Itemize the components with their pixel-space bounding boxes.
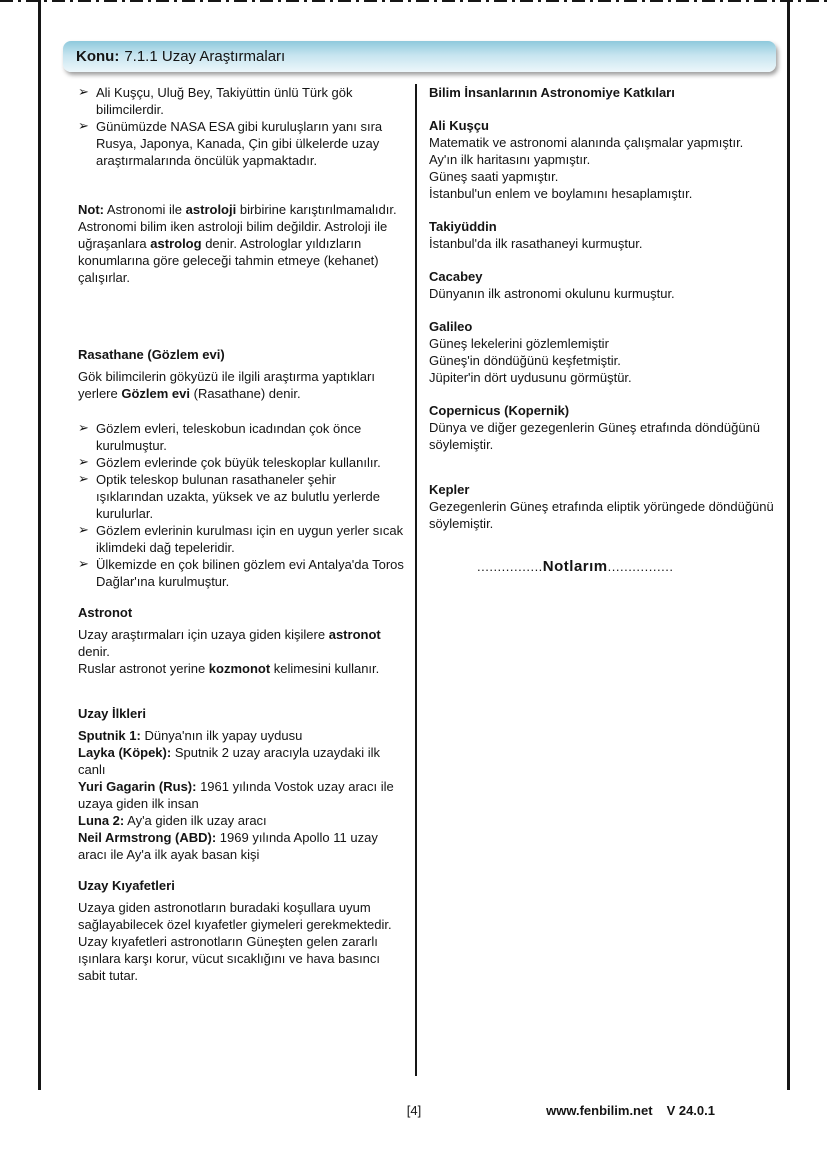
list-item bbox=[78, 522, 405, 556]
astronaut-text: denir. bbox=[78, 644, 110, 659]
scientist-line: İstanbul'da ilk rasathaneyi kurmuştur. bbox=[429, 236, 643, 251]
space-first-item bbox=[78, 829, 405, 863]
list-item bbox=[78, 454, 405, 471]
astronaut-paragraph-2 bbox=[78, 660, 405, 677]
suits-paragraph-2: Uzay kıyafetleri astronotların Güneşten gelen zararlı ışınlara karşı korur, vücut sıcaklığını ve hava basıncı sabit tutar. bbox=[78, 934, 381, 983]
scientist-line: Ay'ın ilk haritasını yapmıştır. bbox=[429, 152, 591, 167]
scientist-line: Güneş'in döndüğünü keşfetmiştir. bbox=[429, 353, 621, 368]
scientist-line: Gezegenlerin Güneş etrafında eliptik yörüngede döndüğünü söylemiştir. bbox=[429, 499, 774, 531]
scientist-name: Galileo bbox=[429, 319, 473, 334]
space-first-item bbox=[78, 744, 405, 778]
space-first-text: Sputnik 2 uzay aracıyla uzaydaki ilk canlı bbox=[78, 745, 381, 777]
content-columns bbox=[78, 84, 776, 1076]
arrow-bullet-icon: ➢ bbox=[78, 421, 89, 436]
space-first-label: Neil Armstrong (ABD): bbox=[78, 830, 217, 845]
note-text: Astronomi ile bbox=[104, 202, 186, 217]
space-first-text: 1961 yılında Vostok uzay aracı ile uzaya giden ilk insan bbox=[78, 779, 394, 811]
space-first-label: Luna 2: bbox=[78, 813, 125, 828]
space-first-label: Layka (Köpek): bbox=[78, 745, 172, 760]
right-column bbox=[417, 84, 776, 1076]
notes-label: Notlarım bbox=[542, 558, 608, 575]
astronaut-text: Ruslar astronot yerine bbox=[78, 661, 209, 676]
scientist-line: Güneş lekelerini gözlemlemiştir bbox=[429, 336, 609, 351]
bullet-text: Optik teleskop bulunan rasathaneler şehir ışıklarından uzakta, yüksek ve az bulutlu yerlerde kurulurlar. bbox=[96, 472, 380, 521]
section-heading-uzay-ilkleri: Uzay İlkleri bbox=[78, 706, 146, 721]
notes-dots: ................ bbox=[607, 559, 674, 574]
space-first-label: Yuri Gagarin (Rus): bbox=[78, 779, 197, 794]
arrow-bullet-icon: ➢ bbox=[78, 85, 89, 100]
astronaut-text: Uzay araştırmaları için uzaya giden kişilere bbox=[78, 627, 329, 642]
section-heading-rasathane: Rasathane (Gözlem evi) bbox=[78, 347, 225, 362]
space-first-label: Sputnik 1: bbox=[78, 728, 141, 743]
intro-bullet-list bbox=[78, 84, 405, 169]
right-column-title: Bilim İnsanlarının Astronomiye Katkıları bbox=[429, 85, 675, 100]
arrow-bullet-icon: ➢ bbox=[78, 557, 89, 572]
space-first-item bbox=[78, 778, 405, 812]
astronaut-bold: astronot bbox=[328, 627, 381, 642]
list-item bbox=[78, 556, 405, 590]
bullet-text: Ali Kuşçu, Uluğ Bey, Takiyüttin ünlü Türk gök bilimcilerdir. bbox=[96, 85, 353, 117]
section-heading-astronot: Astronot bbox=[78, 605, 133, 620]
bullet-text: Ülkemizde en çok bilinen gözlem evi Antalya'da Toros Dağlar'ına kurulmuştur. bbox=[96, 557, 404, 589]
astronaut-paragraph-1 bbox=[78, 626, 405, 660]
bullet-text: Günümüzde NASA ESA gibi kuruluşların yanı sıra Rusya, Japonya, Kanada, Çin gibi ülkelerde uzay araştırmalarında öncülük yapmaktadır. bbox=[96, 119, 383, 168]
notes-dots: ................ bbox=[477, 559, 543, 574]
website-text: www.fenbilim.net bbox=[546, 1103, 653, 1118]
arrow-bullet-icon: ➢ bbox=[78, 523, 89, 538]
observatory-intro bbox=[78, 368, 405, 402]
scientist-line: Dünyanın ilk astronomi okulunu kurmuştur. bbox=[429, 286, 675, 301]
page-left-border bbox=[38, 0, 41, 1090]
bullet-text: Gözlem evlerinde çok büyük teleskoplar kullanılır. bbox=[96, 455, 381, 470]
astronaut-text: kelimesini kullanır. bbox=[270, 661, 380, 676]
observatory-intro-text: Gök bilimcilerin gökyüzü ile ilgili araştırma yaptıkları yerlere bbox=[78, 369, 375, 401]
scientist-line: Dünya ve diğer gezegenlerin Güneş etrafında döndüğünü söylemiştir. bbox=[429, 420, 761, 452]
scientist-line: İstanbul'un enlem ve boylamını hesaplamıştır. bbox=[429, 186, 693, 201]
scientist-section-galileo bbox=[429, 318, 776, 386]
scientist-name: Cacabey bbox=[429, 269, 483, 284]
scientist-section-ali-kuscu bbox=[429, 117, 776, 202]
footer bbox=[0, 1103, 828, 1123]
left-column bbox=[78, 84, 405, 1076]
scientist-section-takiyuddin bbox=[429, 218, 776, 252]
page-right-border bbox=[787, 0, 790, 1090]
notes-line bbox=[429, 558, 776, 575]
observatory-intro-bold: Gözlem evi bbox=[121, 386, 190, 401]
note-text: birbirine karıştırılmamalıdır. Astronomi bilim iken astroloji bilim değildir. Astroloji ile uğraşanlara bbox=[78, 202, 397, 251]
section-heading-uzay-kiyafetleri: Uzay Kıyafetleri bbox=[78, 878, 175, 893]
bullet-text: Gözlem evleri, teleskobun icadından çok önce kurulmuştur. bbox=[96, 421, 362, 453]
topic-label: Konu: bbox=[76, 48, 120, 65]
observatory-intro-text: (Rasathane) denir. bbox=[190, 386, 301, 401]
space-firsts-list bbox=[78, 727, 405, 863]
astronaut-bold: kozmonot bbox=[208, 661, 271, 676]
arrow-bullet-icon: ➢ bbox=[78, 119, 89, 134]
space-first-text: Dünya'nın ilk yapay uydusu bbox=[140, 728, 303, 743]
version-text: V 24.0.1 bbox=[666, 1103, 715, 1118]
arrow-bullet-icon: ➢ bbox=[78, 472, 89, 487]
footer-right bbox=[546, 1103, 715, 1118]
list-item bbox=[78, 118, 405, 169]
scientist-line: Matematik ve astronomi alanında çalışmalar yapmıştır. bbox=[429, 135, 744, 150]
scientist-line: Güneş saati yapmıştır. bbox=[429, 169, 559, 184]
space-first-text: Ay'a giden ilk uzay aracı bbox=[124, 813, 267, 828]
list-item bbox=[78, 471, 405, 522]
space-first-item bbox=[78, 812, 405, 829]
footer-divider bbox=[0, 0, 828, 2]
scientist-name: Copernicus (Kopernik) bbox=[429, 403, 570, 418]
space-first-item bbox=[78, 727, 405, 744]
note-paragraph bbox=[78, 201, 405, 286]
list-item bbox=[78, 84, 405, 118]
scientist-section-copernicus bbox=[429, 402, 776, 453]
note-bold-astrolog: astrolog bbox=[150, 236, 202, 251]
topic-title: 7.1.1 Uzay Araştırmaları bbox=[124, 48, 286, 65]
scientist-name: Ali Kuşçu bbox=[429, 118, 489, 133]
note-text: denir. Astrologlar yıldızların konumlarına göre geleceği tahmin etmeye (kehanet) çalışırlar. bbox=[78, 236, 379, 285]
arrow-bullet-icon: ➢ bbox=[78, 455, 89, 470]
topic-header bbox=[63, 41, 776, 72]
observatory-bullet-list bbox=[78, 420, 405, 590]
scientist-section-cacabey bbox=[429, 268, 776, 302]
scientist-name: Kepler bbox=[429, 482, 470, 497]
space-first-text: 1969 yılında Apollo 11 uzay aracı ile Ay'a ilk ayak basan kişi bbox=[78, 830, 378, 862]
bullet-text: Gözlem evlerinin kurulması için en uygun yerler sıcak iklimdeki dağ tepeleridir. bbox=[96, 523, 404, 555]
note-bold-astroloji: astroloji bbox=[185, 202, 237, 217]
suits-paragraph-1: Uzaya giden astronotların buradaki koşullara uyum sağlayabilecek özel kıyafetler giymeleri gerekmektedir. bbox=[78, 900, 392, 932]
scientist-line: Jüpiter'in dört uydusunu görmüştür. bbox=[429, 370, 632, 385]
note-label: Not: bbox=[78, 202, 104, 217]
page-number: [4] bbox=[406, 1103, 422, 1118]
scientist-name: Takiyüddin bbox=[429, 219, 497, 234]
scientist-section-kepler bbox=[429, 481, 776, 532]
list-item bbox=[78, 420, 405, 454]
